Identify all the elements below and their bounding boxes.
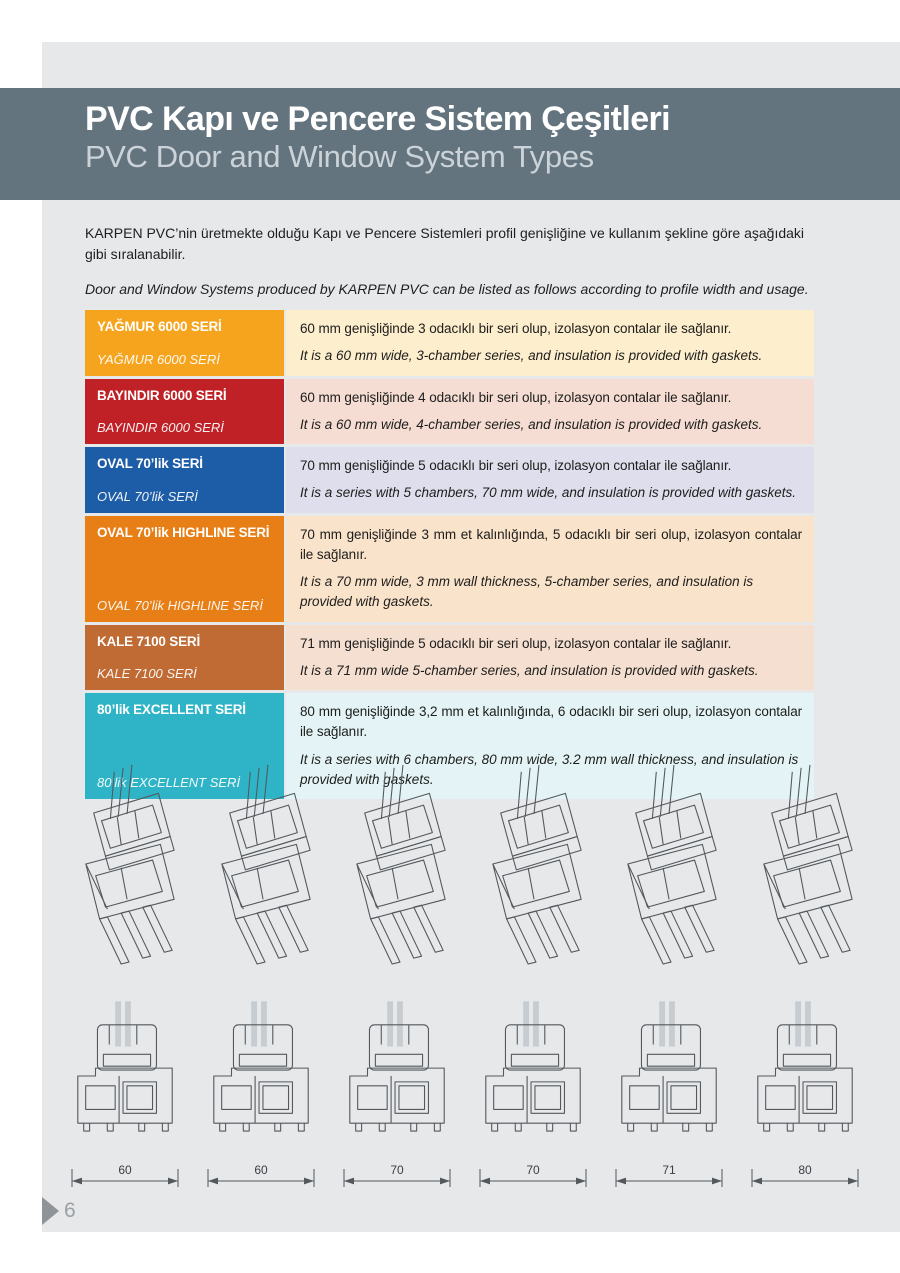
series-table (85, 310, 814, 799)
dimension-label: 60 (118, 1163, 132, 1177)
table-row (85, 625, 814, 691)
profile-cross-section-drawing (202, 1000, 320, 1150)
series-name-tr: KALE 7100 SERİ (97, 633, 200, 649)
cross-section-figure (200, 1000, 322, 1188)
profile-isometric-drawing (612, 760, 730, 966)
profile-isometric-drawing (748, 760, 866, 966)
profile-isometric-drawing (206, 760, 324, 966)
series-desc-tr: 70 mm genişliğinde 5 odacıklı bir seri olup, izolasyon contalar ile sağlanır. (300, 458, 732, 473)
series-desc-en: It is a series with 5 chambers, 70 mm wide, and insulation is provided with gaskets. (300, 485, 796, 501)
series-name-tr: YAĞMUR 6000 SERİ (97, 319, 222, 334)
series-desc-tr: 71 mm genişliğinde 5 odacıklı bir seri olup, izolasyon contalar ile sağlanır. (300, 635, 732, 651)
series-desc-tr: 60 mm genişliğinde 4 odacıklı bir seri olup, izolasyon contalar ile sağlanır. (300, 389, 732, 405)
series-name-tr: 80’lik EXCELLENT SERİ (97, 702, 246, 717)
series-desc-tr: 80 mm genişliğinde 3,2 mm et kalınlığında, 6 odacıklı bir seri olup, izolasyon contalar ile sağlanır. (300, 704, 802, 740)
series-desc-en: It is a 71 mm wide 5-chamber series, and insulation is provided with gaskets. (300, 662, 759, 678)
series-name-en: BAYINDIR 6000 SERİ (97, 420, 224, 435)
dimension-label: 80 (798, 1163, 812, 1177)
table-row (85, 447, 814, 513)
series-desc-cell (286, 516, 814, 622)
intro-paragraph-en: Door and Window Systems produced by KARPEN PVC can be listed as follows according to profile width and usage. (85, 281, 809, 297)
cross-section-drawings-row (64, 1000, 866, 1188)
dimension-arrow (205, 1162, 317, 1188)
profile-cross-section-drawing (66, 1000, 184, 1150)
isometric-drawings-row (70, 760, 866, 968)
dimension-arrow (341, 1162, 453, 1188)
profile-isometric-drawing (341, 760, 459, 966)
profile-cross-section-drawing (338, 1000, 456, 1150)
intro-paragraph-tr: KARPEN PVC’nin üretmekte olduğu Kapı ve Pencere Sistemleri profil genişliğine ve kullanım şekline göre aşağıdaki gibi sıralanabilir. (85, 225, 805, 262)
cross-section-figure (336, 1000, 458, 1188)
page-nav-arrow-icon (42, 1197, 59, 1225)
series-desc-en: It is a series with 6 chambers, 80 mm wide, 3.2 mm wall thickness, and insulation is provided with gaskets. (300, 751, 799, 787)
page-footer (42, 1197, 76, 1225)
series-name-tr: OVAL 70’lik SERİ (97, 456, 203, 471)
page-title: PVC Kapı ve Pencere Sistem Çeşitleri (85, 100, 671, 138)
series-label-cell (85, 310, 284, 376)
profile-isometric-drawing (477, 760, 595, 966)
series-name-tr: OVAL 70’lik HIGHLINE SERİ (97, 524, 270, 540)
series-desc-tr: 60 mm genişliğinde 3 odacıklı bir seri olup, izolasyon contalar ile sağlanır. (300, 321, 732, 336)
series-desc-tr: 70 mm genişliğinde 3 mm et kalınlığında, 5 odacıklı bir seri olup, izolasyon contalar ile sağlanır. (300, 526, 802, 562)
profile-cross-section-drawing (474, 1000, 592, 1150)
dimension-label: 60 (254, 1163, 268, 1177)
series-desc-en: It is a 60 mm wide, 3-chamber series, and insulation is provided with gaskets. (300, 348, 763, 364)
dimension-arrow (613, 1162, 725, 1188)
cross-section-figure (472, 1000, 594, 1188)
dimension-label: 70 (526, 1163, 540, 1177)
profile-isometric-drawing (70, 760, 188, 966)
profile-cross-section-drawing (610, 1000, 728, 1150)
series-label-cell (85, 625, 284, 691)
table-row (85, 310, 814, 376)
dimension-arrow (69, 1162, 181, 1188)
dimension-arrow (749, 1162, 861, 1188)
series-desc-cell (286, 625, 814, 691)
series-desc-cell (286, 379, 814, 445)
series-label-cell (85, 447, 284, 513)
table-row (85, 379, 814, 445)
series-desc-cell (286, 447, 814, 513)
series-name-en: 80’lik EXCELLENT SERİ (97, 775, 241, 790)
intro-section (85, 223, 827, 300)
dimension-label: 71 (662, 1163, 676, 1177)
series-label-cell (85, 516, 284, 622)
series-label-cell (85, 379, 284, 445)
series-name-en: OVAL 70’lik SERİ (97, 488, 198, 504)
dimension-arrow (477, 1162, 589, 1188)
cross-section-figure (608, 1000, 730, 1188)
series-name-en: KALE 7100 SERİ (97, 666, 197, 681)
series-name-tr: BAYINDIR 6000 SERİ (97, 387, 227, 403)
series-name-en: YAĞMUR 6000 SERİ (97, 351, 220, 367)
profile-cross-section-drawing (746, 1000, 864, 1150)
cross-section-figure (64, 1000, 186, 1188)
series-desc-en: It is a 60 mm wide, 4-chamber series, and insulation is provided with gaskets. (300, 416, 763, 432)
series-desc-en: It is a 70 mm wide, 3 mm wall thickness, 5-chamber series, and insulation is provided with gaskets. (300, 574, 754, 610)
page-subtitle: PVC Door and Window System Types (85, 139, 594, 175)
series-desc-cell (286, 310, 814, 376)
header-band (0, 88, 900, 200)
dimension-label: 70 (390, 1163, 404, 1177)
page-number: 6 (64, 1199, 76, 1222)
series-name-en: OVAL 70’lik HIGHLINE SERİ (97, 597, 263, 613)
table-row (85, 516, 814, 622)
cross-section-figure (744, 1000, 866, 1188)
